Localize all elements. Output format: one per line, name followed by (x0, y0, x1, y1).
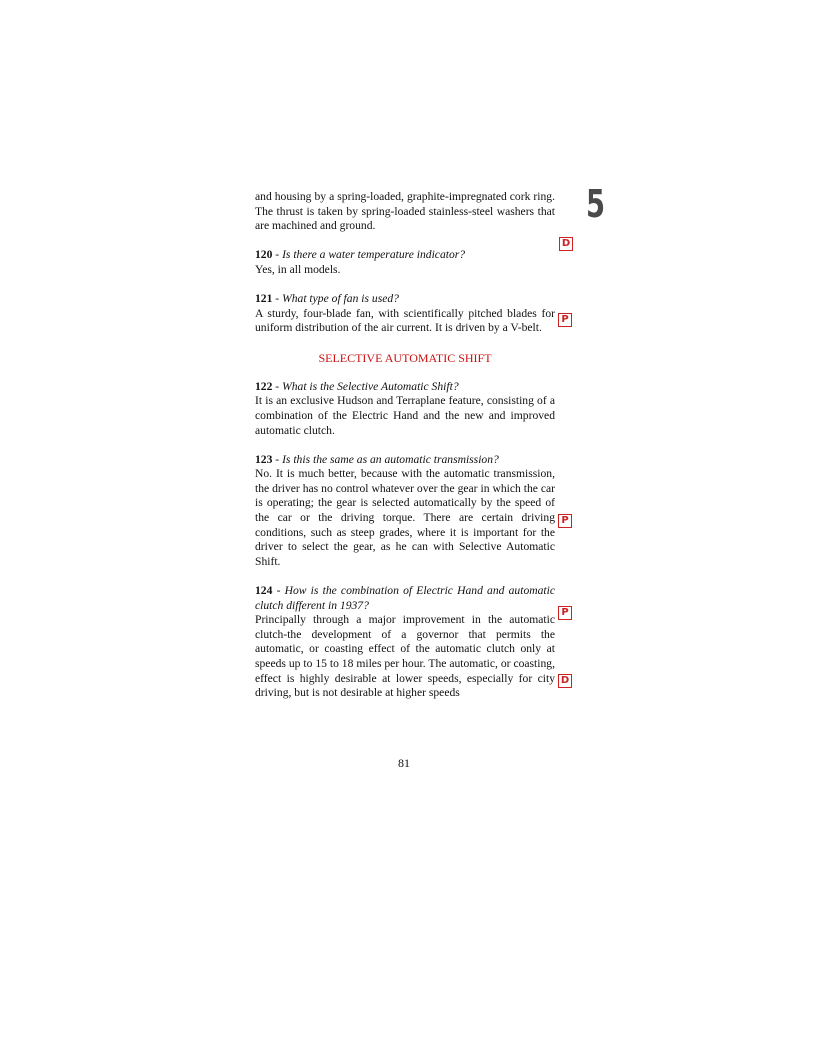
marker-p-icon: P (558, 514, 572, 528)
chapter-number: 5 (586, 182, 606, 226)
answer-122: It is an exclusive Hudson and Terraplane feature, consisting of a combination of the Electric Hand and the new and improved automatic clutch. (255, 394, 555, 437)
spacer (255, 569, 555, 584)
page-number: 81 (398, 756, 410, 770)
question-120: 120 - Is there a water temperature indicator? (255, 248, 466, 262)
marker-d-icon: D (558, 674, 572, 688)
answer-123: No. It is much better, because with the automatic transmission, the driver has no control whatever over the gear in which the car is operating; the gear is selected automatically by the speed of the car or the driving torque. There are certain driving conditions, such as steep grades, where it is important for the driver to select the gear, as he can with Selective Automatic Shift. (255, 467, 555, 568)
spacer (255, 336, 555, 351)
question-123: 123 - Is this the same as an automatic transmission? (255, 452, 499, 466)
question-number: 121 (255, 292, 273, 306)
question-124: 124 - How is the combination of Electric Hand and automatic clutch different in 1937? (255, 584, 555, 612)
spacer (255, 234, 555, 249)
question-number: 122 (255, 379, 273, 393)
question-121: 121 - What type of fan is used? (255, 292, 399, 306)
answer-121: A sturdy, four-blade fan, with scientifically pitched blades for uniform distribution of the air current. It is driven by a V-belt. (255, 306, 555, 335)
answer-120: Yes, in all models. (255, 262, 341, 276)
question-122: 122 - What is the Selective Automatic Shift? (255, 379, 459, 393)
marker-p-icon: P (558, 606, 572, 620)
question-number: 123 (255, 452, 273, 466)
section-heading: SELECTIVE AUTOMATIC SHIFT (318, 350, 492, 365)
spacer (255, 278, 555, 293)
question-text: What type of fan is used? (282, 292, 399, 306)
question-number: 124 (255, 584, 273, 598)
marker-p-icon: P (558, 313, 572, 327)
marker-d-icon: D (559, 237, 573, 251)
question-text: Is there a water temperature indicator? (282, 248, 466, 262)
question-text: Is this the same as an automatic transmission? (282, 452, 499, 466)
question-text: How is the combination of Electric Hand and automatic clutch different in 1937? (255, 584, 555, 612)
question-number: 120 (255, 248, 273, 262)
spacer (255, 365, 555, 380)
intro-paragraph: and housing by a spring-loaded, graphite-impregnated cork ring. The thrust is taken by spring-loaded stainless-steel washers that are machined and ground. (255, 190, 555, 233)
answer-124: Principally through a major improvement in the automatic clutch-the development of a governor that permits the automatic, or coasting effect of the automatic clutch only at speeds up to 15 to 18 miles per hour. The automatic, or coasting, effect is highly desirable at lower speeds, especially for city driving, but is not desirable at higher speeds (255, 613, 555, 700)
body-text-column (255, 190, 555, 701)
question-text: What is the Selective Automatic Shift? (282, 379, 459, 393)
spacer (255, 438, 555, 453)
